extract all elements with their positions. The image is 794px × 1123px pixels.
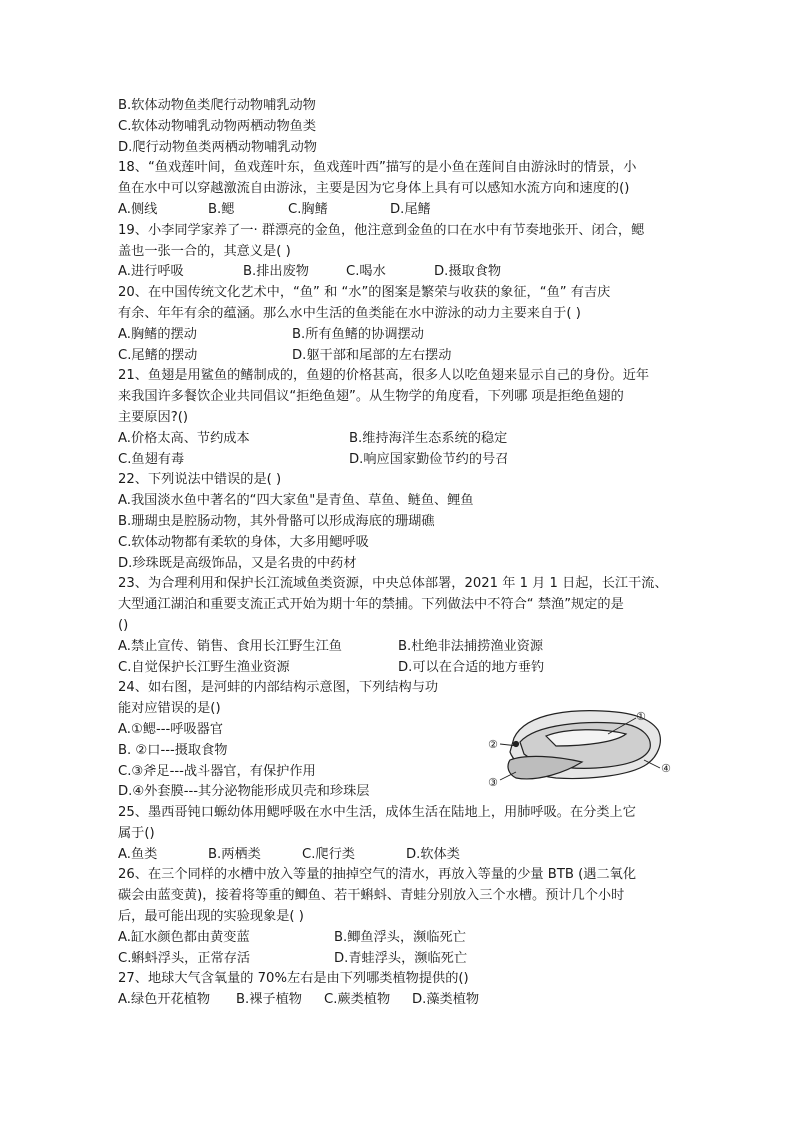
q20-options-row2 <box>118 346 678 367</box>
q21-stem-line3: 主要原因?() <box>118 409 189 425</box>
q24-option-d: D.④外套膜---其分泌物能形成贝壳和珍珠层 <box>118 784 370 800</box>
q19-stem-line2: 盖也一张一合的，其意义是( ) <box>118 243 291 259</box>
q27-options <box>118 990 678 1011</box>
q21-option-c: C.鱼翅有毒 <box>118 451 185 467</box>
q21-option-d: D.响应国家勤俭节约的号召 <box>349 451 509 467</box>
q25-option-c: C.爬行类 <box>302 846 355 862</box>
q23-option-c: C.自觉保护长江野生渔业资源 <box>118 659 290 675</box>
q26-option-b: B.鲫鱼浮头，濒临死亡 <box>334 929 466 945</box>
q23-options-row1 <box>118 637 678 658</box>
q18-option-b: B.鳃 <box>208 201 235 217</box>
q19-stem-line1: 19、小李同学家养了一· 群漂亮的金鱼，他注意到金鱼的口在水中有节奏地张开、闭合，鳃 <box>118 222 645 238</box>
label-2: ② <box>488 738 498 751</box>
q19-option-b: B.排出废物 <box>243 264 309 280</box>
q25-option-d: D.软体类 <box>406 846 460 862</box>
q22-option-c: C.软体动物都有柔软的身体，大多用鳃呼吸 <box>118 534 369 550</box>
q27-option-d: D.藻类植物 <box>412 992 480 1008</box>
q24-stem-line1: 24、如右图，是河蚌的内部结构示意图，下列结构与功 <box>118 680 439 696</box>
q21-options-row2 <box>118 450 678 471</box>
q25-stem-line2: 属于() <box>118 825 155 841</box>
q20-option-d: D.躯干部和尾部的左右摆动 <box>292 347 452 363</box>
q26-option-c: C.蝌蚪浮头，正常存活 <box>118 950 251 966</box>
q25-stem-line1: 25、墨西哥钝口螈幼体用鳃呼吸在水中生活，成体生活在陆地上，用肺呼吸。在分类上它 <box>118 805 636 821</box>
q20-option-a: A.胸鳍的摆动 <box>118 326 197 342</box>
q27-stem: 27、地球大气含氧量的 70%左右是由下列哪类植物提供的() <box>118 971 469 987</box>
q21-stem-line2: 来我国许多餐饮企业共同倡议“拒绝鱼翅”。从生物学的角度看，下列哪 项是拒绝鱼翅的 <box>118 389 624 405</box>
q21-option-b: B.维持海洋生态系统的稳定 <box>349 430 508 446</box>
q18-options <box>118 200 678 221</box>
q18-option-a: A.侧线 <box>118 201 158 217</box>
q26-stem-line2: 碳会由蓝变黄)，接着将等重的鲫鱼、若干蝌蚪、青蛙分别放入三个水槽。预计几个小时 <box>118 888 625 904</box>
mussel-diagram <box>486 702 676 794</box>
q23-option-b: B.杜绝非法捕捞渔业资源 <box>398 638 544 654</box>
q27-option-b: B.裸子植物 <box>236 992 302 1008</box>
q24-option-a: A.①鳃---呼吸器官 <box>118 721 224 737</box>
q22-option-d: D.珍珠既是高级饰品，又是名贵的中药材 <box>118 555 357 571</box>
q24-stem-line2: 能对应错误的是() <box>118 701 221 717</box>
q22-option-a: A.我国淡水鱼中著名的“四大家鱼"是青鱼、草鱼、鲢鱼、鲤鱼 <box>118 493 474 509</box>
q21-options-row1 <box>118 429 678 450</box>
q24-option-b: B. ②口---摄取食物 <box>118 742 228 758</box>
q26-option-a: A.缸水颜色都由黄变蓝 <box>118 929 250 945</box>
q20-option-c: C.尾鳍的摆动 <box>118 347 198 363</box>
q23-option-d: D.可以在合适的地方垂钓 <box>398 659 545 675</box>
q19-option-d: D.摄取食物 <box>434 264 502 280</box>
q18-option-c: C.胸鳍 <box>288 201 328 217</box>
q23-option-a: A.禁止宣传、销售、食用长江野生江鱼 <box>118 638 342 654</box>
q17-option-d: D.爬行动物鱼类两栖动物哺乳动物 <box>118 139 317 155</box>
q18-stem-line2: 鱼在水中可以穿越激流自由游泳，主要是因为它身体上具有可以感知水流方向和速度的() <box>118 181 630 197</box>
q25-options <box>118 845 678 866</box>
q19-option-a: A.进行呼吸 <box>118 264 184 280</box>
q22-option-b: B.珊瑚虫是腔肠动物，其外骨骼可以形成海底的珊瑚礁 <box>118 513 435 529</box>
q26-option-d: D.青蛙浮头，濒临死亡 <box>334 950 468 966</box>
q21-stem-line1: 21、鱼翅是用鲨鱼的鳍制成的，鱼翅的价格甚高，很多人以吃鱼翅来显示自己的身份。近年 <box>118 368 650 384</box>
q26-options-row2 <box>118 949 678 970</box>
q26-stem-line1: 26、在三个同样的水槽中放入等量的抽掉空气的清水，再放入等量的少量 BTB (遇二氧化 <box>118 867 637 883</box>
label-4: ④ <box>661 762 671 775</box>
q27-option-a: A.绿色开花植物 <box>118 992 211 1008</box>
exam-page <box>118 96 678 1011</box>
q25-option-a: A.鱼类 <box>118 846 158 862</box>
q17-option-b: B.软体动物鱼类爬行动物哺乳动物 <box>118 98 316 113</box>
q19-options <box>118 262 678 283</box>
label-3: ③ <box>488 776 498 789</box>
q20-stem-line1: 20、在中国传统文化艺术中，“鱼” 和 “水”的图案是繁荣与收获的象征，“鱼” 有吉庆 <box>118 285 611 301</box>
q23-options-row2 <box>118 658 678 679</box>
q20-option-b: B.所有鱼鳍的协调摆动 <box>292 326 424 342</box>
q24-option-c: C.③斧足---战斗器官，有保护作用 <box>118 763 316 779</box>
q19-option-c: C.喝水 <box>346 264 386 280</box>
q26-stem-line3: 后，最可能出现的实验现象是( ) <box>118 909 304 925</box>
label-1: ① <box>636 710 646 723</box>
q26-options-row1 <box>118 928 678 949</box>
q25-option-b: B.两栖类 <box>208 846 261 862</box>
q20-options-row1 <box>118 325 678 346</box>
q23-stem-line3: () <box>118 617 129 633</box>
q20-stem-line2: 有余、年年有余的蕴涵。那么水中生活的鱼类能在水中游泳的动力主要来自于( ) <box>118 305 581 321</box>
q22-stem: 22、下列说法中错误的是( ) <box>118 472 282 488</box>
q21-option-a: A.价格太高、节约成本 <box>118 430 250 446</box>
q23-stem-line2: 大型通江湖泊和重要支流正式开始为期十年的禁捕。下列做法中不符合“ 禁渔”规定的是 <box>118 597 624 613</box>
q18-option-d: D.尾鳍 <box>390 201 431 217</box>
q17-option-c: C.软体动物哺乳动物两栖动物鱼类 <box>118 118 317 134</box>
q23-stem-line1: 23、为合理利用和保护长江流域鱼类资源，中央总体部署，2021 年 1 月 1 日起，长江干流、 <box>118 576 668 592</box>
q18-stem-line1: 18、“鱼戏莲叶间，鱼戏莲叶东，鱼戏莲叶西”描写的是小鱼在莲间自由游泳时的情景，小 <box>118 160 637 176</box>
q27-option-c: C.蕨类植物 <box>324 992 391 1008</box>
